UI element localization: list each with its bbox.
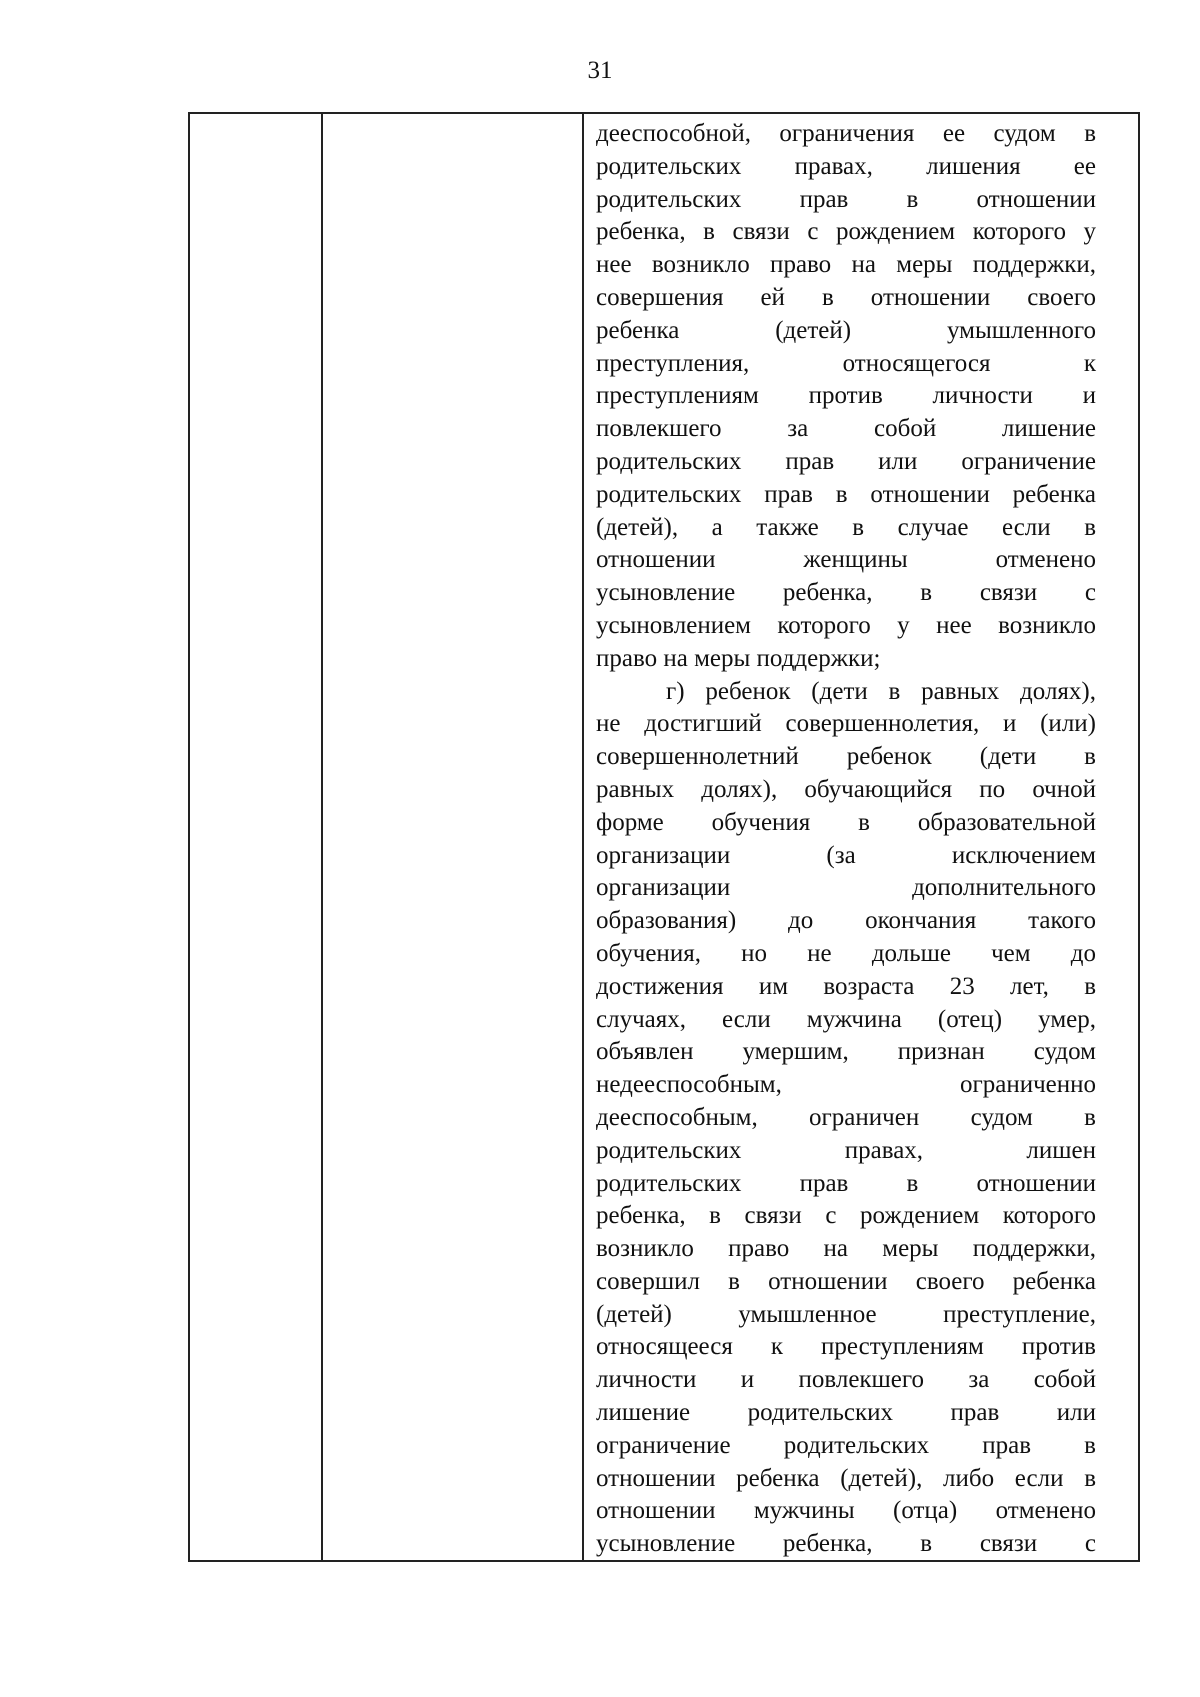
- text-line: родительских правах, лишения ее: [596, 152, 1096, 180]
- text-line: недееспособным, ограниченно: [596, 1071, 1096, 1099]
- text-line: форме обучения в образовательной: [596, 808, 1096, 836]
- text-line: случаях, если мужчина (отец) умер,: [596, 1005, 1096, 1033]
- text-line: ребенка, в связи с рождением которого: [596, 1202, 1096, 1230]
- text-line: родительских прав в отношении: [596, 185, 1096, 213]
- text-line: ребенка, в связи с рождением которого у: [596, 218, 1096, 246]
- document-table: [188, 112, 1140, 1562]
- text-line: совершеннолетний ребенок (дети в: [596, 743, 1096, 771]
- text-line: достижения им возраста 23 лет, в: [596, 972, 1096, 1000]
- text-line: равных долях), обучающийся по очной: [596, 775, 1096, 803]
- text-line: преступлениям против личности и: [596, 382, 1096, 410]
- table-cell-text: [596, 118, 1096, 1561]
- text-line: родительских прав в отношении: [596, 1169, 1096, 1197]
- text-line: объявлен умершим, признан судом: [596, 1038, 1096, 1066]
- text-line: возникло право на меры поддержки,: [596, 1235, 1096, 1263]
- text-line: образования) до окончания такого: [596, 907, 1096, 935]
- text-line: родительских прав или ограничение: [596, 447, 1096, 475]
- text-line: повлекшего за собой лишение: [596, 415, 1096, 443]
- text-line: отношении женщины отменено: [596, 546, 1096, 574]
- text-line: дееспособной, ограничения ее судом в: [596, 120, 1096, 147]
- text-line: не достигший совершеннолетия, и (или): [596, 710, 1096, 738]
- text-line: совершения ей в отношении своего: [596, 283, 1096, 311]
- text-line: родительских прав в отношении ребенка: [596, 480, 1096, 508]
- text-line: дееспособным, ограничен судом в: [596, 1103, 1096, 1131]
- text-line: усыновлением которого у нее возникло: [596, 611, 1096, 639]
- text-line: ребенка (детей) умышленного: [596, 316, 1096, 344]
- text-line: отношении мужчины (отца) отменено: [596, 1497, 1096, 1525]
- text-line: совершил в отношении своего ребенка: [596, 1267, 1096, 1295]
- text-line: организации (за исключением: [596, 841, 1096, 869]
- text-line: обучения, но не дольше чем до: [596, 939, 1096, 967]
- column-divider-1: [321, 114, 323, 1560]
- column-divider-2: [582, 114, 584, 1560]
- page-number: 31: [587, 57, 613, 84]
- text-line: усыновление ребенка, в связи с: [596, 579, 1096, 607]
- text-line: (детей) умышленное преступление,: [596, 1300, 1096, 1328]
- text-line: относящееся к преступлениям против: [596, 1333, 1096, 1361]
- text-line: отношении ребенка (детей), либо если в: [596, 1464, 1096, 1492]
- text-line: г) ребенок (дети в равных долях),: [666, 677, 1096, 705]
- text-line: личности и повлекшего за собой: [596, 1366, 1096, 1394]
- text-line: усыновление ребенка, в связи с: [596, 1530, 1096, 1558]
- text-line: преступления, относящегося к: [596, 349, 1096, 377]
- text-line: нее возникло право на меры поддержки,: [596, 251, 1096, 279]
- text-line: организации дополнительного: [596, 874, 1096, 902]
- text-line: ограничение родительских прав в: [596, 1431, 1096, 1459]
- text-line: лишение родительских прав или: [596, 1399, 1096, 1427]
- text-line: родительских правах, лишен: [596, 1136, 1096, 1164]
- text-line: право на меры поддержки;: [596, 644, 881, 672]
- text-line: (детей), а также в случае если в: [596, 513, 1096, 541]
